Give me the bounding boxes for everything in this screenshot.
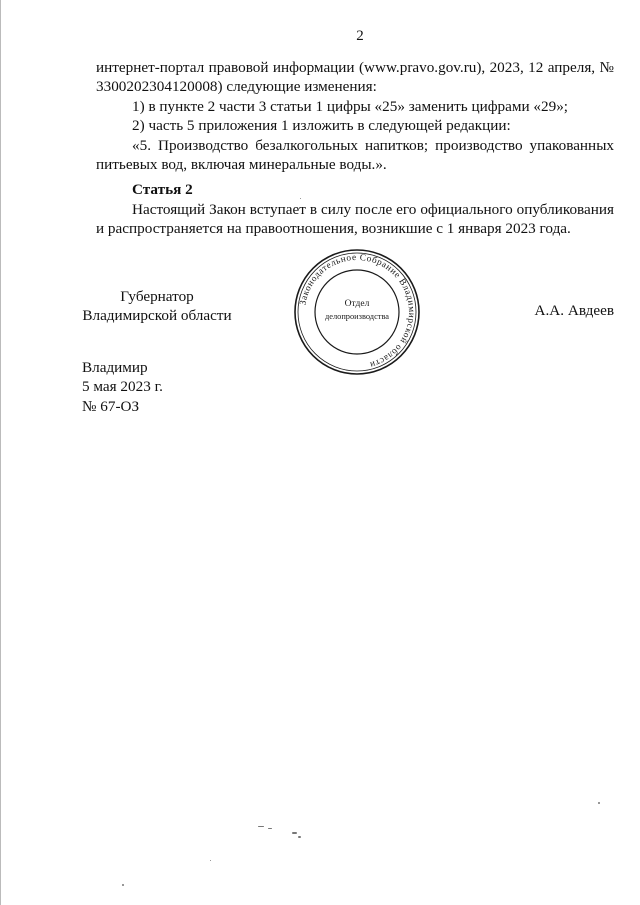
- footer-city: Владимир: [82, 359, 148, 376]
- list-item: «5. Производство безалкогольных напитков; производство упакованных питьевых вод, включая минеральные воды.».: [96, 136, 614, 174]
- article-2-text: Настоящий Закон вступает в силу после его официального опубликования и распространяется на правоотношения, возникшие с 1 января 2023 года.: [96, 201, 614, 238]
- document-footer: [82, 358, 163, 416]
- page-number: 2: [356, 28, 364, 44]
- signatory-name: А.А. Авдеев: [534, 302, 614, 319]
- body-text: [96, 58, 614, 174]
- page-edge: [0, 0, 1, 905]
- scan-speck: [210, 860, 211, 861]
- scan-speck: [598, 802, 600, 804]
- intro-paragraph: интернет-портал правовой информации (www.pravo.gov.ru), 2023, 12 апреля, № 3300202304120008) следующие изменения:: [96, 59, 614, 96]
- signatory-title-line1: Губернатор: [120, 288, 194, 305]
- stamp-inner-line2: делопроизводства: [324, 312, 390, 321]
- scan-speck: [268, 828, 272, 829]
- scan-speck: [298, 836, 301, 838]
- official-stamp: [292, 247, 422, 377]
- scan-speck: [122, 884, 124, 886]
- signatory-title-line2: Владимирской области: [82, 307, 232, 325]
- scan-speck: [300, 198, 301, 199]
- footer-date: 5 мая 2023 г.: [82, 378, 163, 396]
- stamp-outer-text: Законодательное Собрание Владимирской области: [297, 251, 418, 371]
- article-2-body: [96, 200, 614, 239]
- footer-number: № 67-ОЗ: [82, 397, 140, 415]
- scan-speck: [292, 832, 297, 834]
- scan-speck: [258, 826, 264, 827]
- list-item: 2) часть 5 приложения 1 изложить в следующей редакции:: [132, 117, 511, 135]
- stamp-inner-line1: Отдел: [344, 299, 370, 309]
- list-item: 1) в пункте 2 части 3 статьи 1 цифры «25» заменить цифрами «29»;: [132, 97, 569, 115]
- article-2-heading: Статья 2: [132, 181, 193, 198]
- signatory-title: [82, 287, 232, 326]
